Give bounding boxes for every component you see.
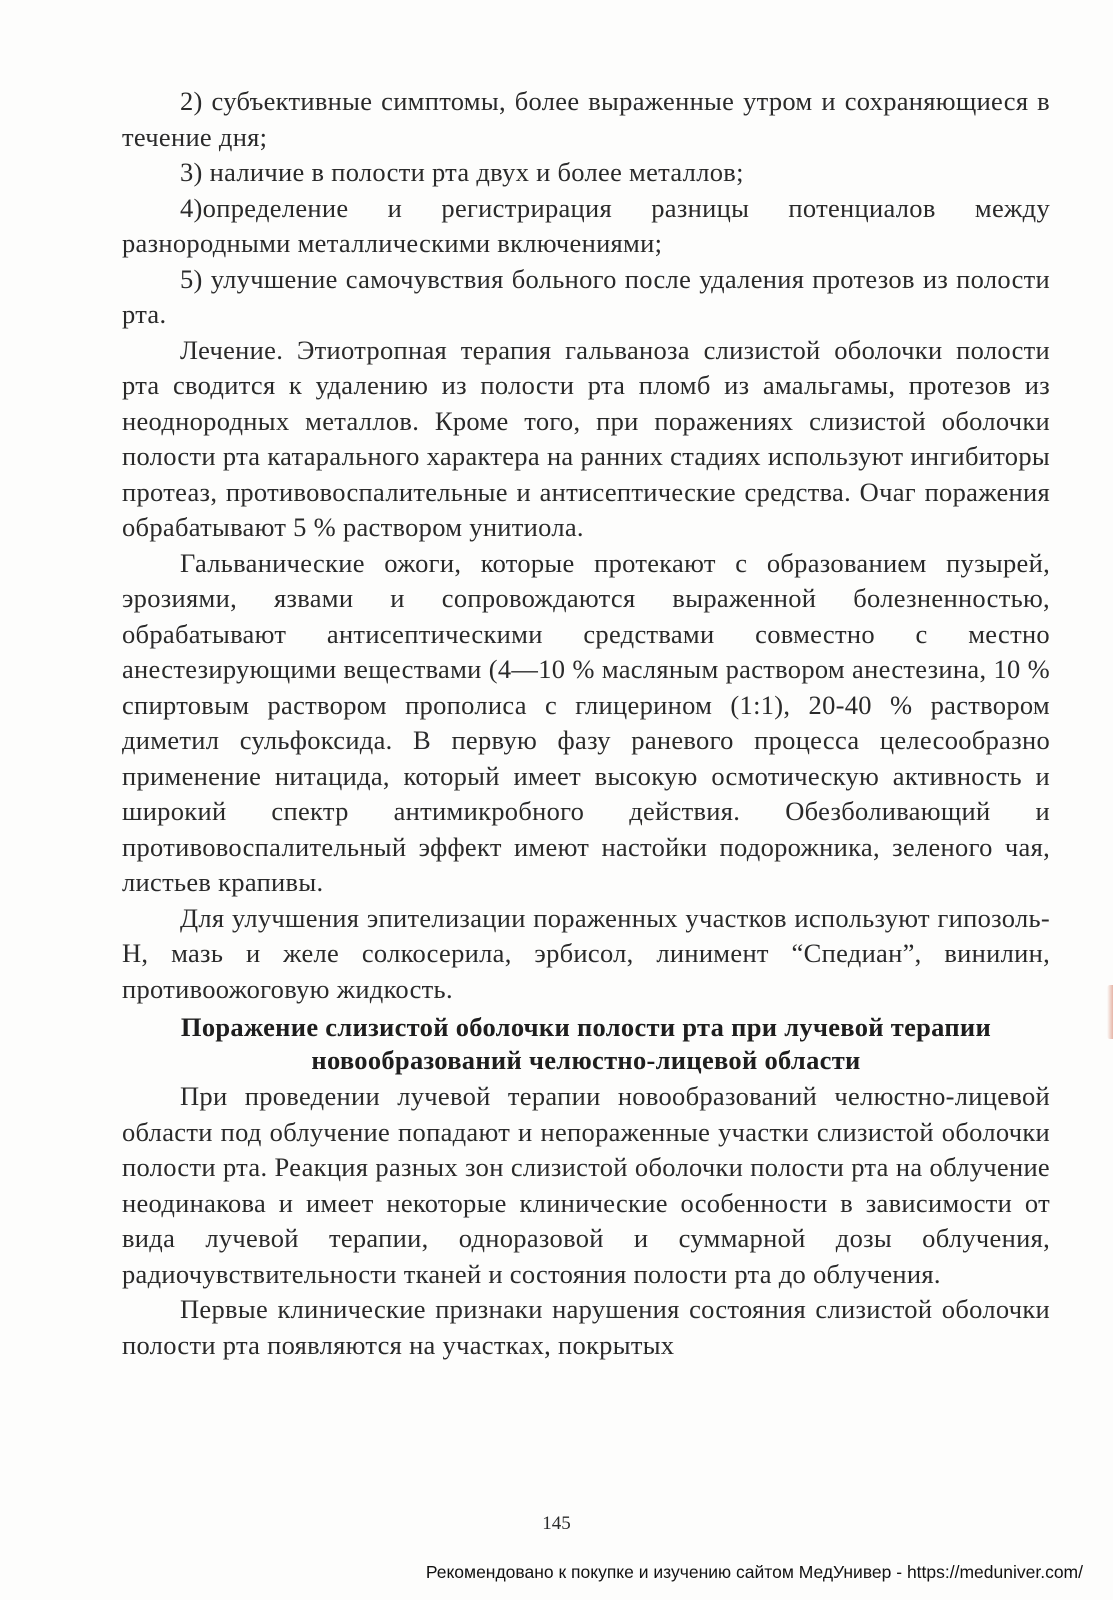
paragraph-radiation-therapy: При проведении лучевой терапии новообразований челюстно-лицевой области под облучение попадают и непораженные участки слизистой оболочки полости рта. Реакция разных зон слизистой оболочки полости рта на облучение неодинакова и имеет некоторые клинические особенности в зависимости от вида лучевой терапии, одноразовой и суммарной дозы облучения, радиочувствительности тканей и состояния полости рта до облучения. [122, 1081, 1050, 1289]
footer-recommendation: Рекомендовано к покупке и изучению сайтом МедУнивер - https://meduniver.com/ [425, 1562, 1083, 1582]
paragraph-symptoms-4: 4)определение и регистрирация разницы потенциалов между разнородными металлическими включениями; [122, 192, 1050, 258]
paragraph-first-signs: Первые клинические признаки нарушения состояния слизистой оболочки полости рта появляются на участках, покрытых [122, 1294, 1050, 1360]
paragraph-epithelization: Для улучшения эпителизации пораженных участков используют гипозоль-Н, мазь и желе солкосерила, эрбисол, линимент “Спедиан”, винилин, противоожоговую жидкость. [122, 902, 1050, 1004]
page-number: 145 [542, 1513, 571, 1534]
scan-edge-mark [1107, 985, 1113, 1039]
paragraph-symptoms-5: 5) улучшение самочувствия больного после удаления протезов из полости рта. [122, 263, 1050, 329]
section-heading: Поражение слизистой оболочки полости рта при лучевой терапии новообразований челюстно-лицевой области [180, 1012, 992, 1075]
paragraph-galvanic-burns: Гальванические ожоги, которые протекают с образованием пузырей, эрозиями, язвами и сопровождаются выраженной болезненностью, обрабатывают антисептическими средствами совместно с местно анестезирующими веществами (4—10 % масляным раствором анестезина, 10 % спиртовым раствором прополиса с глицерином (1:1), 20-40 % раствором диметил сульфоксида. В первую фазу раневого процесса целесообразно применение нитацида, который имеет высокую осмотическую активность и широкий спектр антимикробного действия. Обезболивающий и противовоспалительный эффект имеют настойки подорожника, зеленого чая, листьев крапивы. [122, 547, 1050, 897]
paragraph-symptoms-2: 2) субъективные симптомы, более выраженные утром и сохраняющиеся в течение дня; [122, 86, 1050, 152]
paragraph-treatment: Лечение. Этиотропная терапия гальваноза слизистой оболочки полости рта сводится к удалению из полости рта пломб из амальгамы, протезов из неоднородных металлов. Кроме того, при поражениях слизистой оболочки полости рта катарального характера на ранних стадиях используют ингибиторы протеаз, противовоспалительные и антисептические средства. Очаг поражения обрабатывают 5 % раствором унитиола. [122, 334, 1050, 542]
body-text [122, 84, 1050, 1363]
paragraph-symptoms-3: 3) наличие в полости рта двух и более металлов; [180, 157, 744, 187]
